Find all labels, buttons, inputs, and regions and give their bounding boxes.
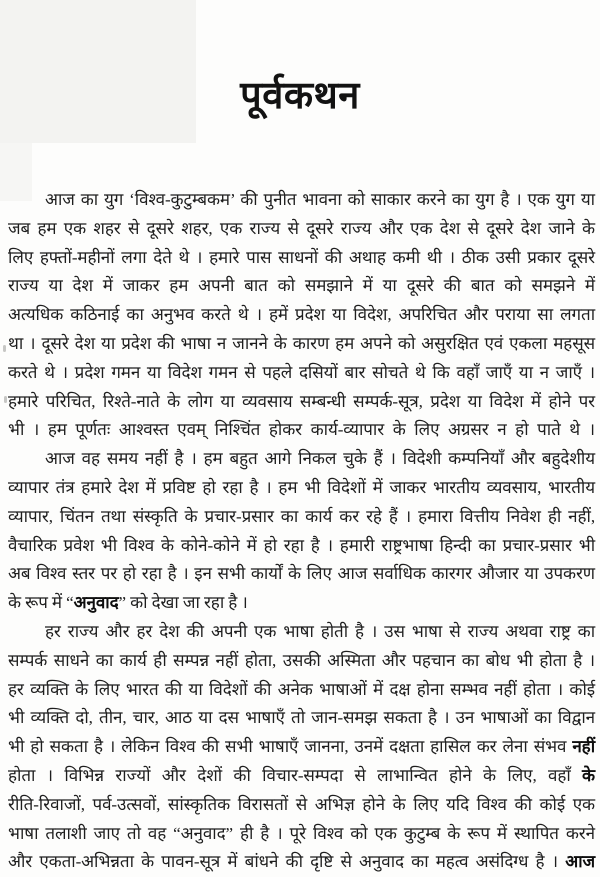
- text-line: अत्यधिक कठिनाई का अनुभव करते थे । हमें प्रदेश या विदेश, अपरिचित और पराया सा लगता: [8, 305, 595, 325]
- page-title: पूर्वकथन: [240, 75, 360, 117]
- text-line: था । दूसरे देश या प्रदेश की भाषा न जानने के कारण हम अपने को असुरक्षित एवं एकला महसूस: [8, 333, 595, 353]
- text-line: हर राज्य और हर देश की अपनी एक भाषा होती है । उस भाषा से राज्य अथवा राष्ट्र का: [45, 621, 595, 641]
- text-line: हर व्यक्ति के लिए भारत की या विदेशों की अनेक भाषाओं में दक्ष होना सम्भव नहीं होता । कोई: [8, 679, 595, 699]
- text-line: व्यापार, चिंतन तथा संस्कृति के प्रचार-प्रसार का कार्य कर रहे हैं । हमारा वित्तीय निवेश ही नहीं,: [8, 506, 595, 526]
- text-line: भी व्यक्ति दो, तीन, चार, आठ या दस भाषाएँ तो जान-समझ सकता है । उन भाषाओं का विद्वान: [8, 708, 595, 728]
- scan-shade-artifact: [0, 0, 196, 143]
- text-line: लिए हफ्तों-महीनों लगा देते थे । हमारे पास साधनों की अथाह कमी थी । ठीक उसी प्रकार दूसरे: [8, 247, 595, 267]
- paragraph: [8, 186, 595, 445]
- bold-text: अनुवाद: [73, 593, 119, 613]
- bold-text: नहीं: [572, 737, 595, 757]
- paragraph: [8, 445, 595, 618]
- text-line: रीति-रिवाजों, पर्व-उत्सवों, सांस्कृतिक विरासतों से अभिज्ञ होने के लिए यदि विश्व की कोई एक: [8, 794, 595, 814]
- text-line: राज्य या देश में जाकर हम अपनी बात को समझाने में या दूसरे की बात को समझने में: [8, 276, 595, 296]
- text-line: भाषा तलाशी जाए तो वह “अनुवाद” ही है । पूरे विश्व को एक कुटुम्ब के रूप में स्थापित करने: [8, 823, 595, 843]
- paragraph: [8, 618, 595, 877]
- text-line: हमारे परिचित, रिश्ते-नाते के लोग या व्यवसाय सम्बन्धी सम्पर्क-सूत्र, प्रदेश या विदेश में होने पर: [8, 391, 595, 411]
- page-body: [8, 186, 595, 877]
- text-line: अब विश्व स्तर पर हो रहा है । इन सभी कार्यों के लिए आज सर्वाधिक कारगर औजार या उपकरण: [8, 564, 595, 584]
- text-line: आज का युग ‘विश्व-कुटुम्बकम’ की पुनीत भावना को साकार करने का युग है । एक युग या: [45, 190, 595, 209]
- text-line: भी हो सकता है । लेकिन विश्व की सभी भाषाएँ जानना, उनमें दक्षता हासिल कर लेना संभव नहीं: [8, 737, 595, 757]
- text-line: जब हम एक शहर से दूसरे शहर, एक राज्य से दूसरे राज्य और एक देश से दूसरे देश जाने के: [8, 218, 595, 238]
- text-line: भी । हम पूर्णतः आश्वस्त एवम् निश्चिंत होकर कार्य-व्यापार के लिए अग्रसर न हो पाते थे ।: [8, 420, 595, 440]
- text-line: के रूप में “अनुवाद” को देखा जा रहा है ।: [8, 593, 248, 613]
- text-line: और एकता-अभिन्नता के पावन-सूत्र में बांधने की दृष्टि से अनुवाद का महत्व असंदिग्ध है । आज: [8, 852, 595, 872]
- scan-speck-artifact: [3, 345, 6, 352]
- text-line: करते थे । प्रदेश गमन या विदेश गमन से पहले दसियों बार सोचते थे कि वहाँ जाएँ या न जाएँ ।: [8, 362, 595, 382]
- text-line: व्यापार तंत्र हमारे देश में प्रविष्ट हो रहा है । हम भी विदेशों में जाकर भारतीय व्यवसाय, भारतीय: [8, 477, 595, 497]
- bold-text: आज: [565, 852, 595, 872]
- text-line: सम्पर्क साधने का कार्य ही सम्पन्न नहीं होता, उसकी अस्मिता और पहचान का बोध भी होता है ।: [8, 650, 595, 670]
- bold-text: के: [582, 765, 595, 785]
- text-line: होता । विभिन्न राज्यों और देशों की विचार-सम्पदा से लाभान्वित होने के लिए, वहाँ के: [8, 765, 595, 785]
- text-line: वैचारिक प्रवेश भी विश्व के कोने-कोने में हो रहा है । हमारी राष्ट्रभाषा हिन्दी का प्रचार-प्रसार भी: [8, 535, 595, 555]
- scan-speck-artifact: [4, 396, 7, 403]
- text-line: आज वह समय नहीं है । हम बहुत आगे निकल चुके हैं । विदेशी कम्पनियाँ और बहुदेशीय: [45, 449, 595, 469]
